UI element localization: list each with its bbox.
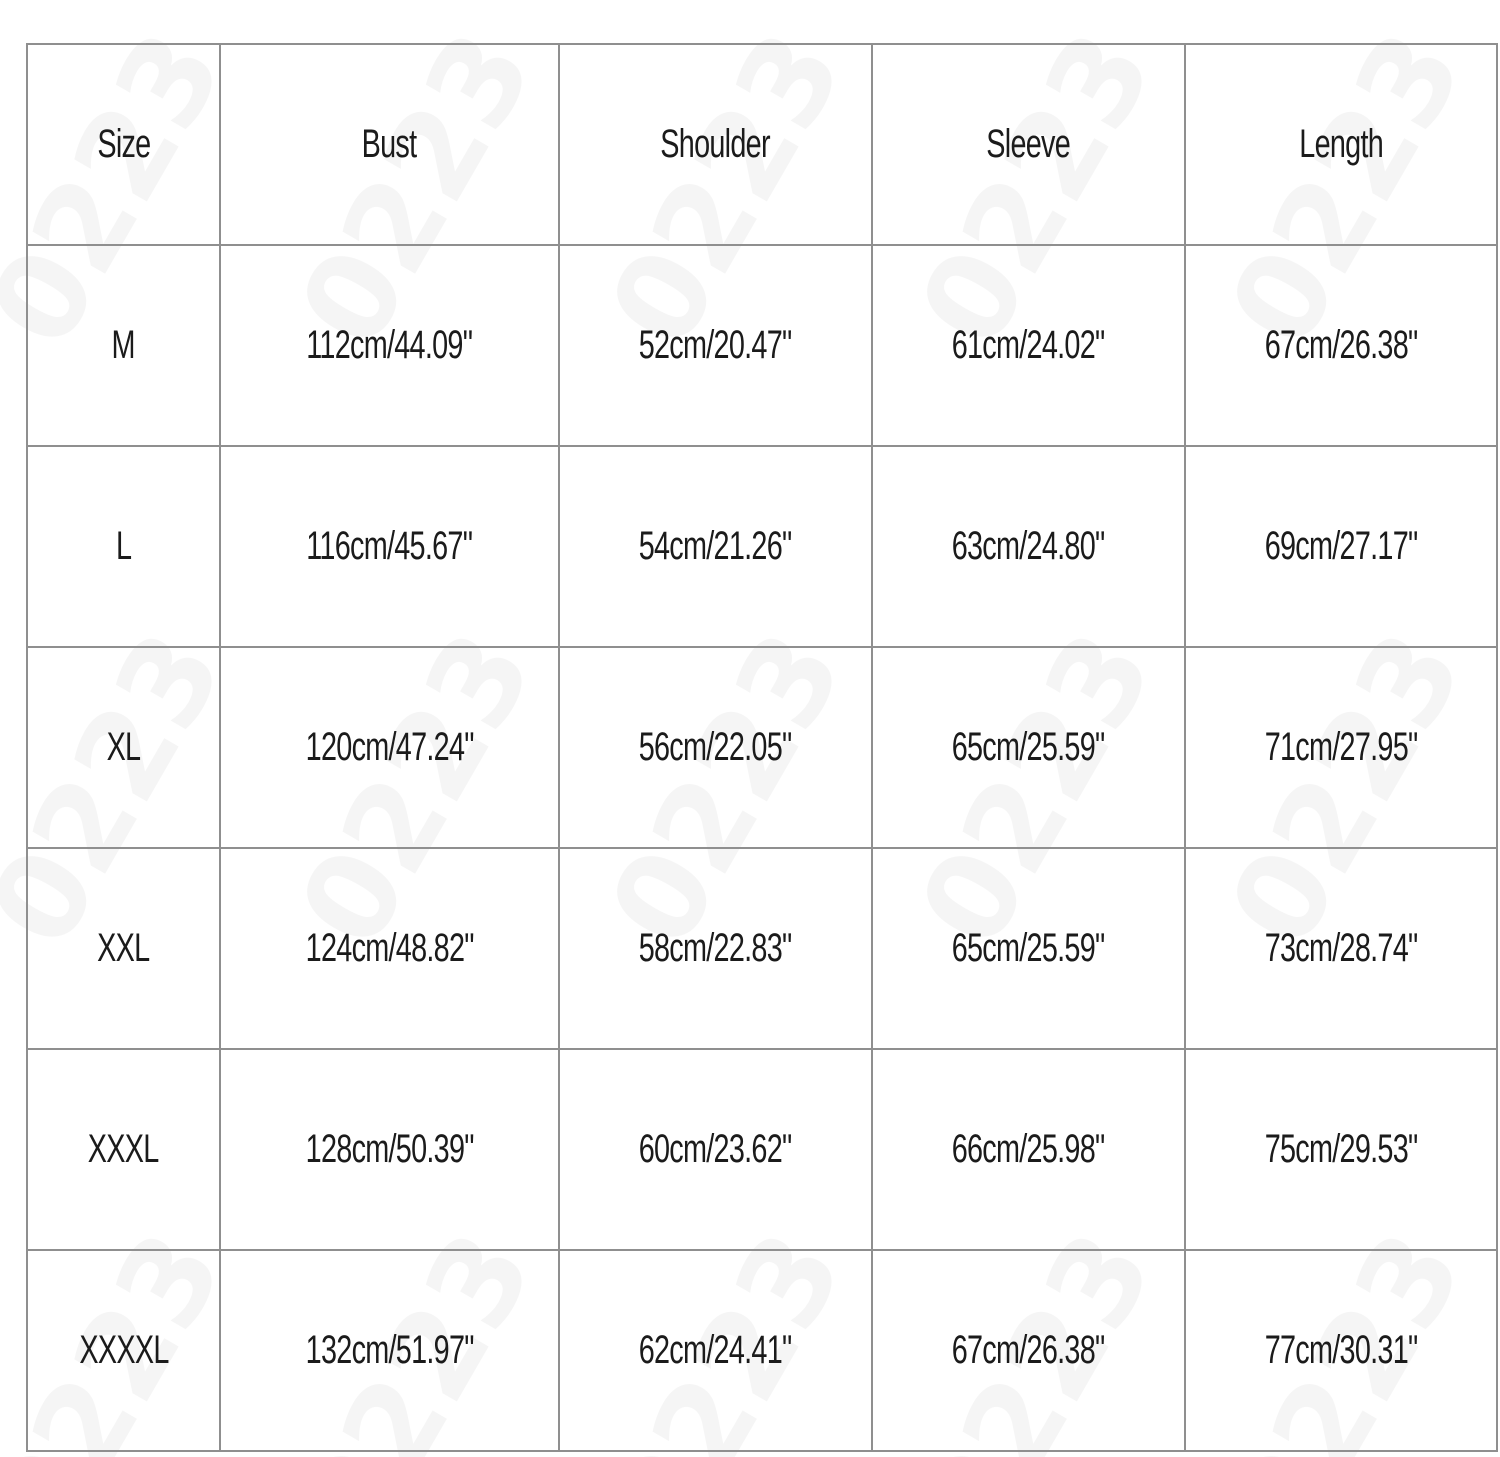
cell-value: 112cm/44.09" — [306, 323, 473, 367]
sleeve-cell — [872, 245, 1185, 446]
cell-value: 56cm/22.05" — [639, 725, 792, 769]
table-row — [27, 245, 1497, 446]
cell-value: 75cm/29.53" — [1264, 1127, 1418, 1171]
cell-value: M — [111, 323, 136, 367]
bust-cell — [220, 848, 559, 1049]
cell-value: 77cm/30.31" — [1264, 1328, 1418, 1372]
cell-value: XL — [106, 725, 141, 769]
bust-cell — [220, 446, 559, 647]
size-cell — [27, 647, 220, 848]
cell-value: 65cm/25.59" — [952, 725, 1105, 769]
shoulder-cell — [559, 446, 872, 647]
cell-value: 54cm/21.26" — [639, 524, 792, 568]
header-cell-size — [27, 44, 220, 245]
table-row — [27, 647, 1497, 848]
cell-value: 63cm/24.80" — [952, 524, 1105, 568]
cell-value: 116cm/45.67" — [306, 524, 473, 568]
cell-value: 69cm/27.17" — [1264, 524, 1418, 568]
cell-value: 65cm/25.59" — [952, 926, 1105, 970]
cell-value: 120cm/47.24" — [305, 725, 474, 769]
length-cell — [1185, 1049, 1497, 1250]
header-cell-bust — [220, 44, 559, 245]
header-label: Bust — [362, 122, 417, 166]
length-cell — [1185, 245, 1497, 446]
cell-value: 60cm/23.62" — [639, 1127, 792, 1171]
bust-cell — [220, 1250, 559, 1451]
cell-value: 73cm/28.74" — [1264, 926, 1418, 970]
cell-value: 124cm/48.82" — [305, 926, 474, 970]
shoulder-cell — [559, 1250, 872, 1451]
table-row — [27, 1049, 1497, 1250]
size-cell — [27, 1049, 220, 1250]
table-header-row — [27, 44, 1497, 245]
shoulder-cell — [559, 245, 872, 446]
cell-value: XXXL — [88, 1127, 159, 1171]
header-label: Size — [96, 122, 151, 166]
length-cell — [1185, 848, 1497, 1049]
shoulder-cell — [559, 647, 872, 848]
header-label: Sleeve — [986, 122, 1071, 166]
cell-value: L — [115, 524, 132, 568]
size-cell — [27, 446, 220, 647]
sleeve-cell — [872, 1250, 1185, 1451]
length-cell — [1185, 1250, 1497, 1451]
cell-value: 132cm/51.97" — [305, 1328, 474, 1372]
cell-value: 58cm/22.83" — [639, 926, 792, 970]
sleeve-cell — [872, 647, 1185, 848]
shoulder-cell — [559, 1049, 872, 1250]
header-label: Length — [1299, 122, 1383, 166]
size-cell — [27, 245, 220, 446]
bust-cell — [220, 245, 559, 446]
bust-cell — [220, 647, 559, 848]
size-cell — [27, 848, 220, 1049]
header-cell-length — [1185, 44, 1497, 245]
cell-value: 52cm/20.47" — [639, 323, 792, 367]
cell-value: XXXXL — [78, 1328, 169, 1372]
cell-value: 71cm/27.95" — [1264, 725, 1418, 769]
cell-value: 67cm/26.38" — [1264, 323, 1418, 367]
sleeve-cell — [872, 446, 1185, 647]
table-row — [27, 848, 1497, 1049]
header-cell-shoulder — [559, 44, 872, 245]
bust-cell — [220, 1049, 559, 1250]
cell-value: 61cm/24.02" — [952, 323, 1105, 367]
header-cell-sleeve — [872, 44, 1185, 245]
cell-value: 67cm/26.38" — [952, 1328, 1105, 1372]
cell-value: 62cm/24.41" — [639, 1328, 792, 1372]
size-cell — [27, 1250, 220, 1451]
table-row — [27, 446, 1497, 647]
header-label: Shoulder — [660, 122, 771, 166]
cell-value: XXL — [97, 926, 150, 970]
sleeve-cell — [872, 1049, 1185, 1250]
length-cell — [1185, 446, 1497, 647]
length-cell — [1185, 647, 1497, 848]
cell-value: 66cm/25.98" — [952, 1127, 1105, 1171]
shoulder-cell — [559, 848, 872, 1049]
cell-value: 128cm/50.39" — [305, 1127, 474, 1171]
size-chart-table — [26, 43, 1498, 1452]
sleeve-cell — [872, 848, 1185, 1049]
table-row — [27, 1250, 1497, 1451]
